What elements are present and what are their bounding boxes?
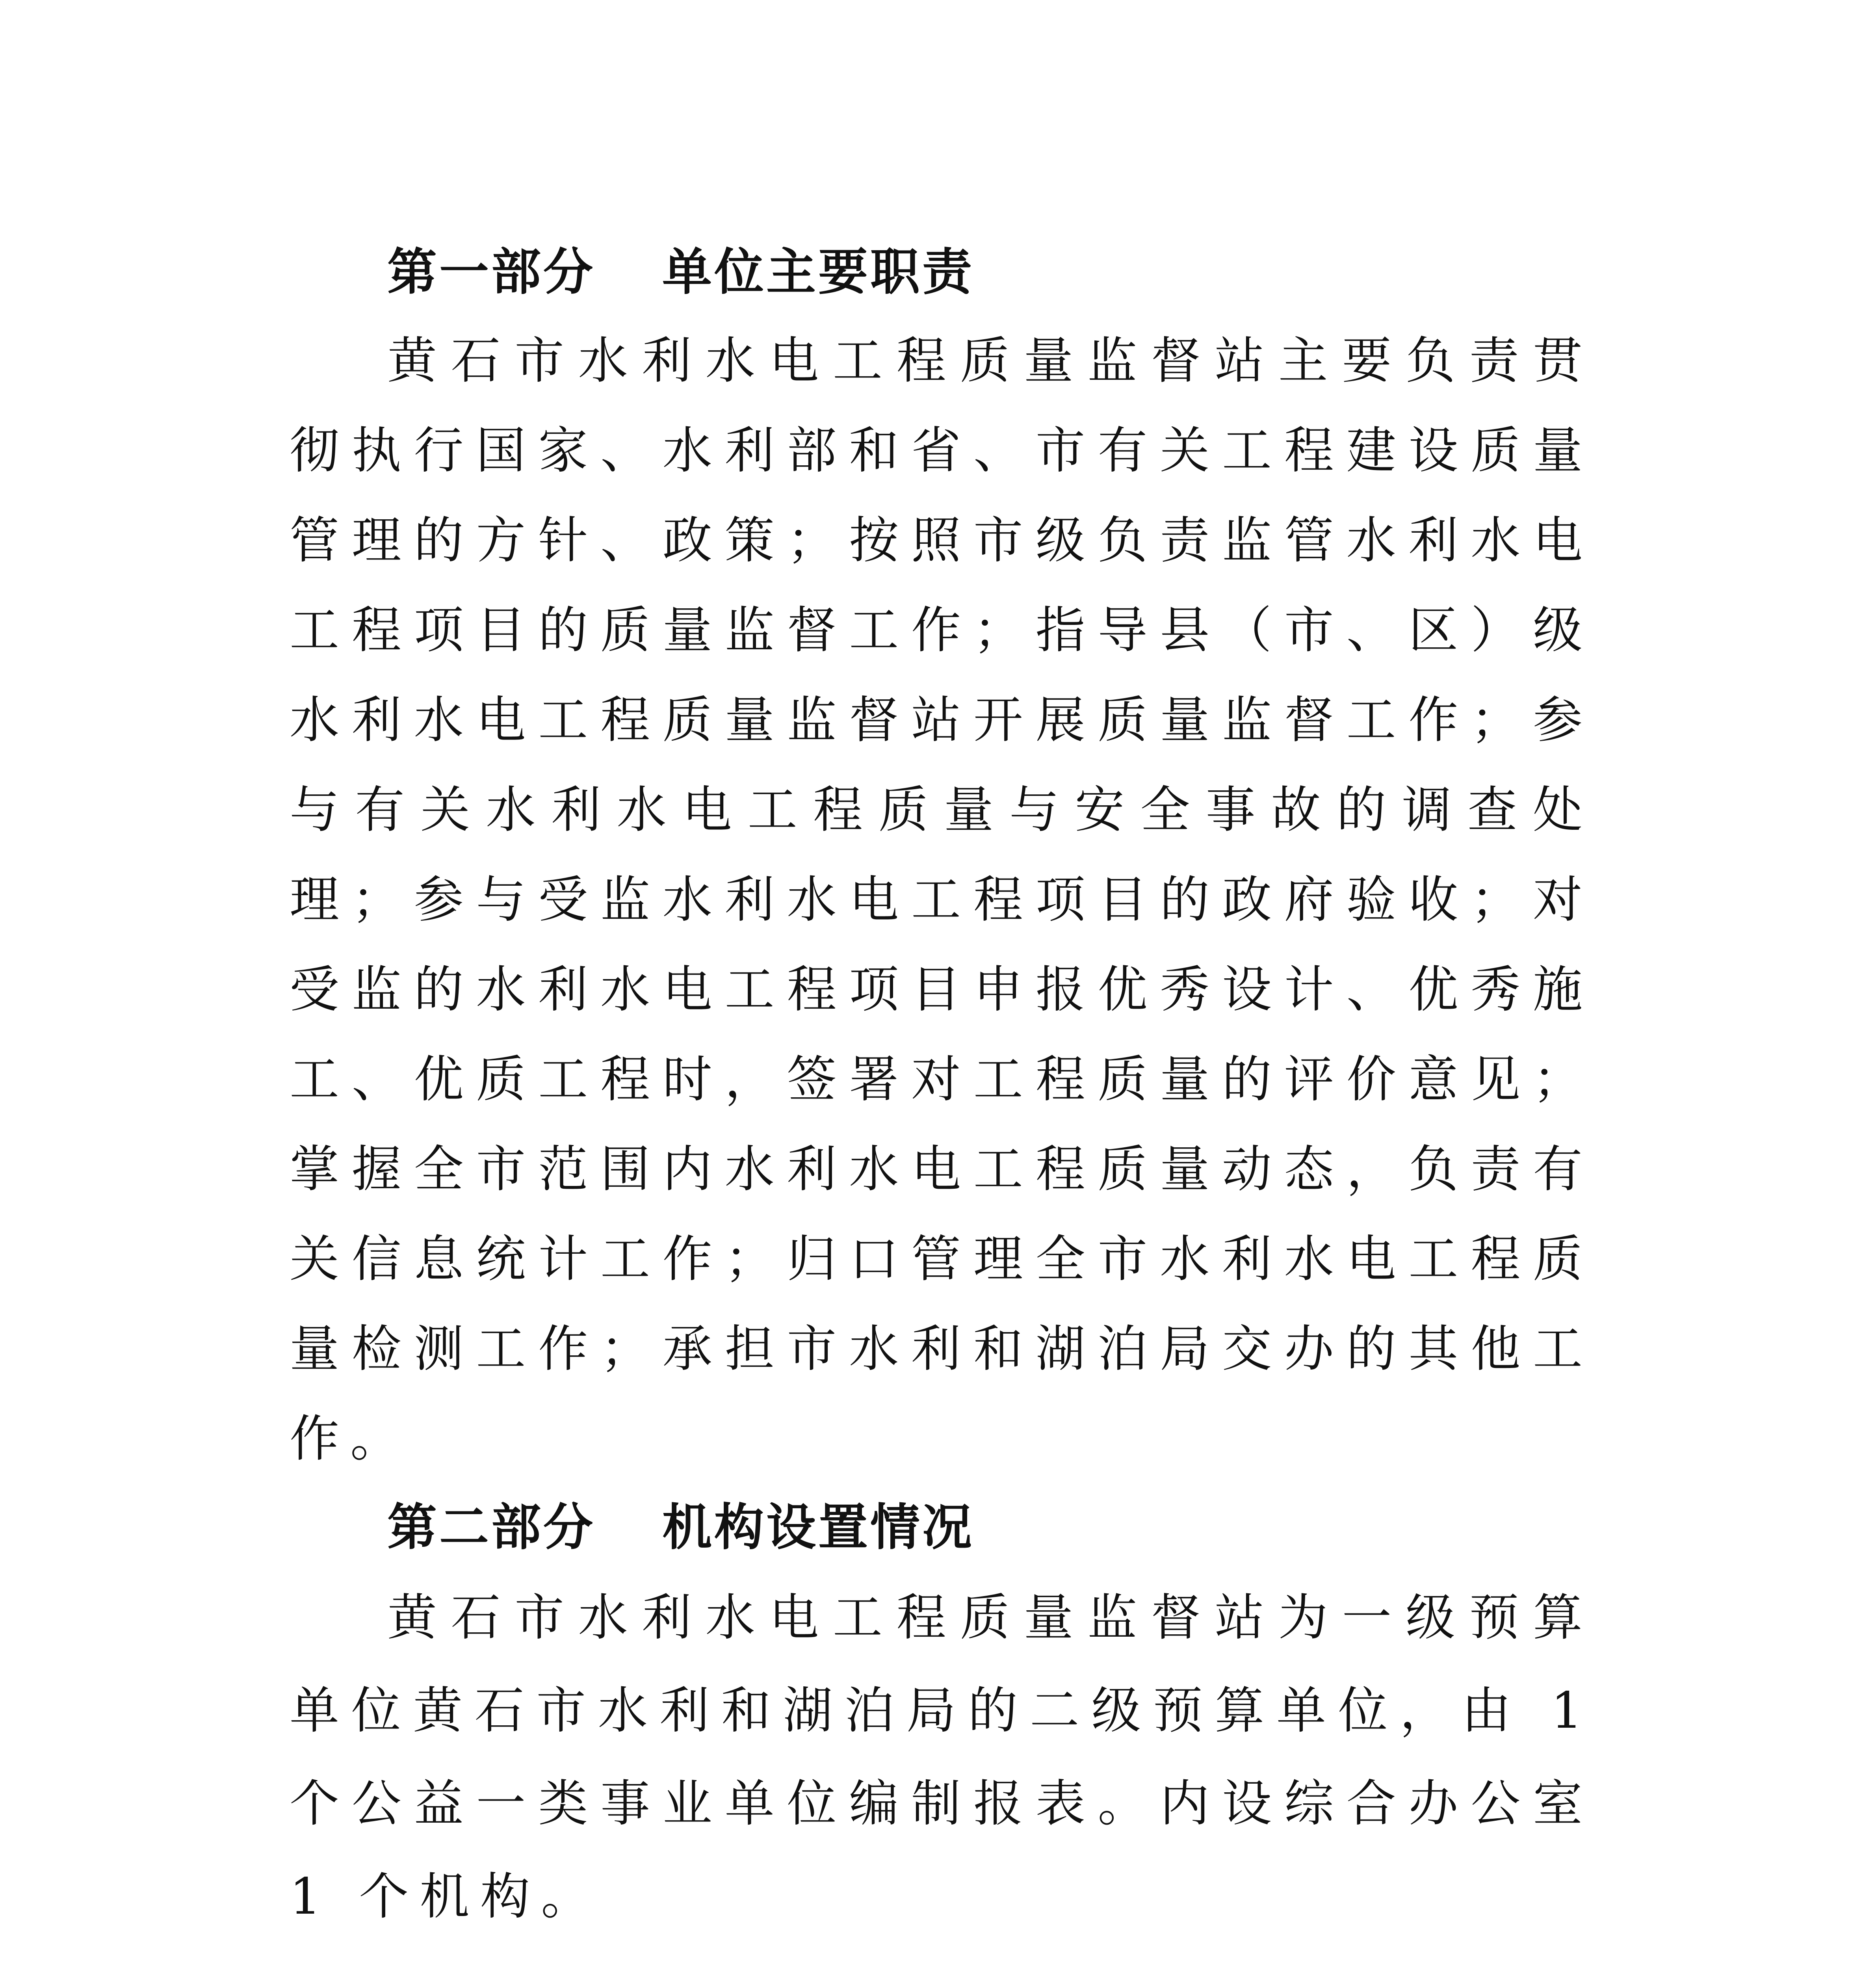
paragraph-organization: 黄石市水利水电工程质量监督站为一级预算单位黄石市水利和湖泊局的二级预算单位，由 1 个公益一类事业单位编制报表。内设综合办公室 1 个机构。 — [290, 1589, 1594, 1925]
section-label: 第二部分 — [387, 1498, 595, 1556]
section-title: 单位主要职责 — [662, 243, 974, 301]
paragraph-staffing — [290, 1962, 1594, 1970]
section-label: 第一部分 — [387, 243, 595, 301]
paragraph-responsibilities: 黄石市水利水电工程质量监督站主要负责贯彻执行国家、水利部和省、市有关工程建设质量管理的方针、政策；按照市级负责监管水利水电工程项目的质量监督工作；指导县（市、区）级水利水电工程质量监督站开展质量监督工作；参与有关水利水电工程质量与安全事故的调查处理；参与受监水利水电工程项目的政府验收；对受监的水利水电工程项目申报优秀设计、优秀施工、优质工程时，签署对工程质量的评价意见；掌握全市范围内水利水电工程质量动态，负责有关信息统计工作；归口管理全市水利水电工程质量检测工作；承担市水利和湖泊局交办的其他工作。 — [290, 332, 1594, 1468]
section-heading-part1 — [290, 229, 1594, 316]
section-heading-part2 — [290, 1484, 1594, 1571]
section-title: 机构设置情况 — [662, 1498, 974, 1556]
document-body — [290, 229, 1594, 1970]
